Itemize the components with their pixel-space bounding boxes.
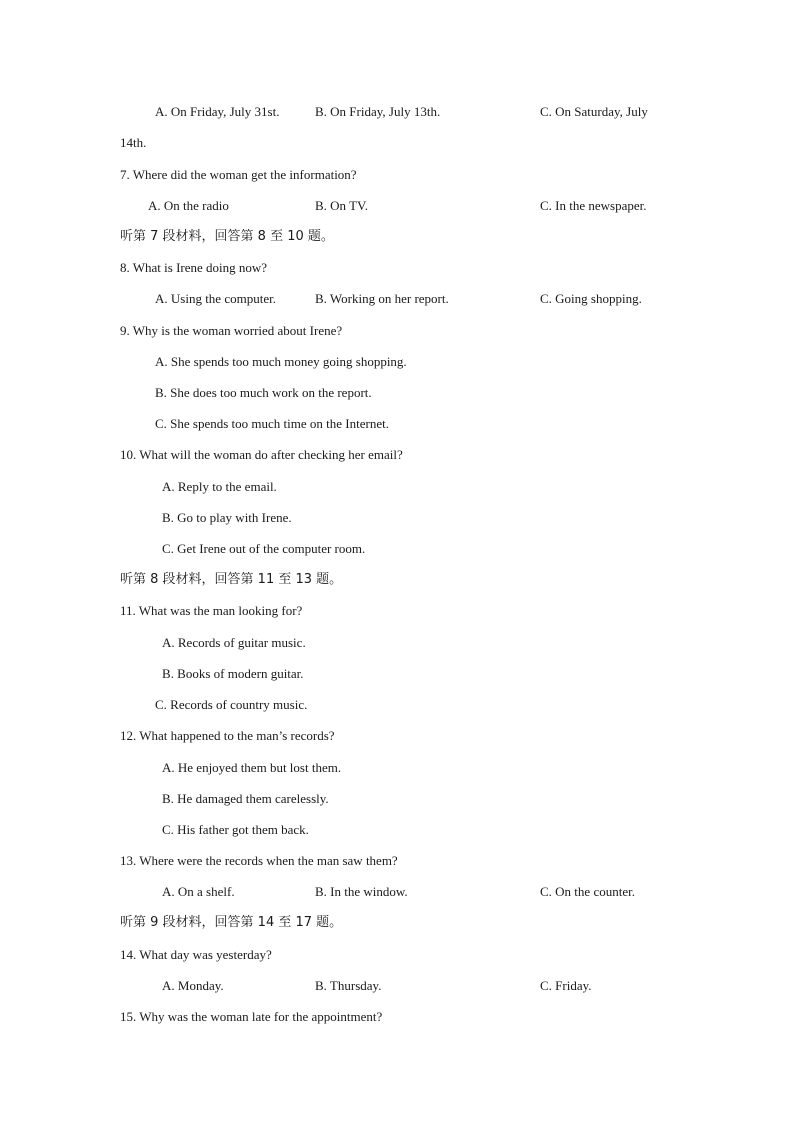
question-14: 14. What day was yesterday? [120,947,272,962]
q14-option-a: A. Monday. [162,978,224,993]
q10-option-c: C. Get Irene out of the computer room. [162,541,366,556]
q6-option-b: B. On Friday, July 13th. [315,104,441,119]
section-heading-7: 听第 7 段材料，回答第 8 至 10 题。 [120,229,334,244]
q14-option-b: B. Thursday. [315,978,382,993]
q7-option-b: B. On TV. [315,198,368,213]
question-12: 12. What happened to the man’s records? [120,728,335,743]
q12-option-a: A. He enjoyed them but lost them. [162,760,342,775]
q6-option-c-continued: 14th. [120,135,147,150]
q14-option-c: C. Friday. [540,978,592,993]
section-heading-9: 听第 9 段材料，回答第 14 至 17 题。 [120,915,343,930]
q9-option-c: C. She spends too much time on the Internet. [155,416,389,431]
question-11: 11. What was the man looking for? [120,603,303,618]
q12-option-b: B. He damaged them carelessly. [162,791,329,806]
q7-option-a: A. On the radio [148,198,229,213]
q7-option-c: C. In the newspaper. [540,198,647,213]
q11-option-c: C. Records of country music. [155,697,308,712]
q10-option-b: B. Go to play with Irene. [162,510,292,525]
q8-option-b: B. Working on her report. [315,291,449,306]
question-13: 13. Where were the records when the man saw them? [120,853,398,868]
q13-option-b: B. In the window. [315,884,408,899]
q6-option-c: C. On Saturday, July [540,104,648,119]
q9-option-b: B. She does too much work on the report. [155,385,372,400]
q11-option-a: A. Records of guitar music. [162,635,306,650]
q9-option-a: A. She spends too much money going shopping. [155,354,407,369]
question-7: 7. Where did the woman get the information? [120,167,357,182]
q8-option-a: A. Using the computer. [155,291,276,306]
question-8: 8. What is Irene doing now? [120,260,268,275]
q8-option-c: C. Going shopping. [540,291,642,306]
question-10: 10. What will the woman do after checking her email? [120,447,403,462]
q13-option-c: C. On the counter. [540,884,635,899]
q11-option-b: B. Books of modern guitar. [162,666,304,681]
question-15: 15. Why was the woman late for the appointment? [120,1009,383,1024]
section-heading-8: 听第 8 段材料，回答第 11 至 13 题。 [120,572,343,587]
question-9: 9. Why is the woman worried about Irene? [120,323,343,338]
q6-option-a: A. On Friday, July 31st. [155,104,280,119]
q12-option-c: C. His father got them back. [162,822,309,837]
q13-option-a: A. On a shelf. [162,884,235,899]
q10-option-a: A. Reply to the email. [162,479,277,494]
